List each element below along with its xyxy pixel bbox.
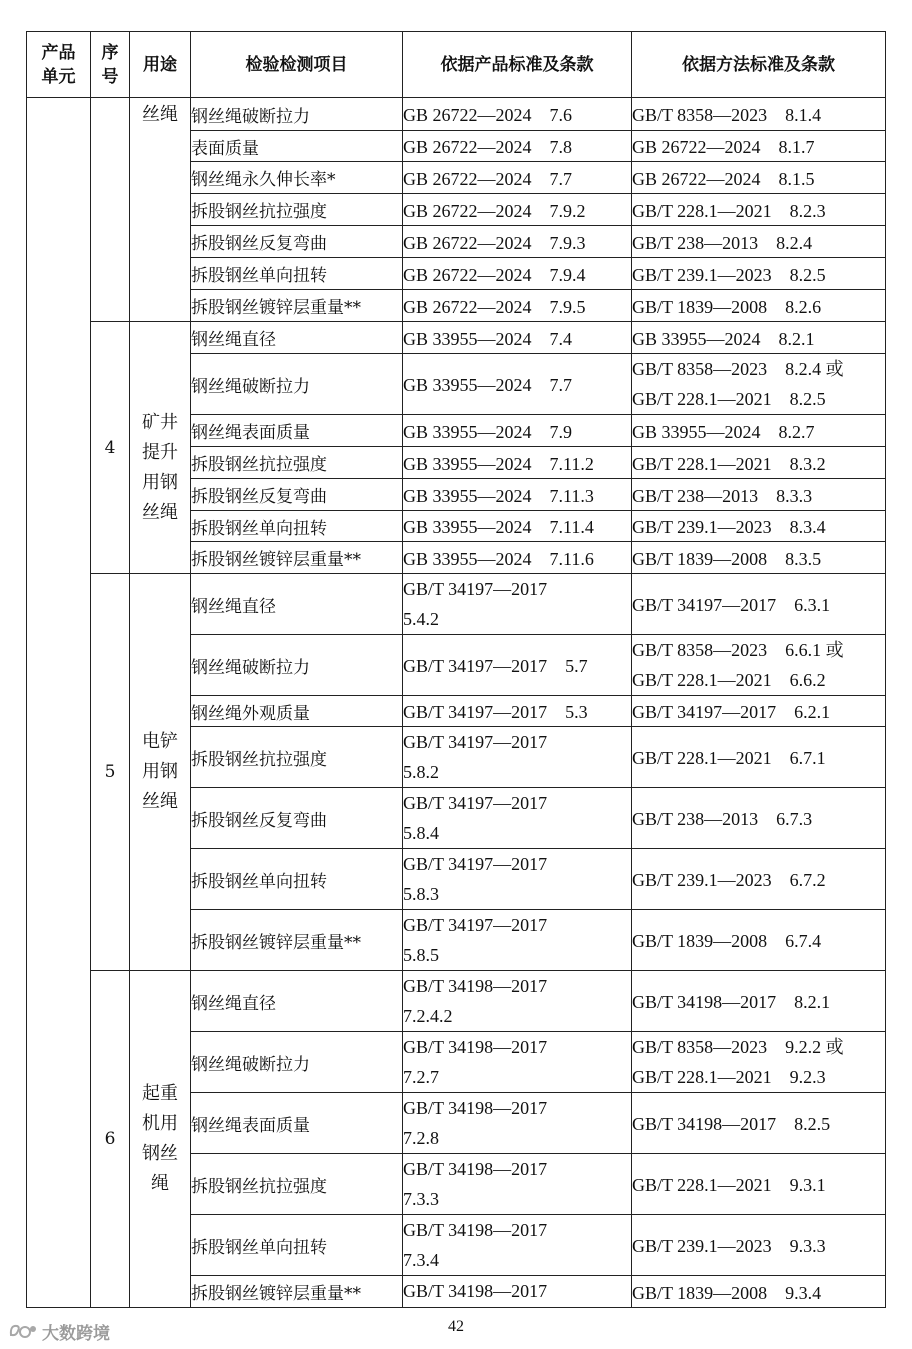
product-standard-cell bbox=[403, 354, 632, 415]
product-standard-line2: 5.4.2 bbox=[403, 609, 439, 629]
method-standard-text: GB/T 34198—2017 8.2.5 bbox=[632, 1114, 831, 1134]
use-text: 矿井提升用钢丝绳 bbox=[142, 411, 178, 523]
header-use: 用途 bbox=[130, 32, 191, 98]
use-text: 丝绳 bbox=[142, 104, 178, 125]
method-standard-text: GB 33955—2024 8.2.7 bbox=[632, 421, 815, 442]
method-standard-cell bbox=[632, 98, 886, 131]
product-standard-text: GB 33955—2024 7.11.4 bbox=[403, 517, 594, 537]
table-row bbox=[27, 971, 886, 1032]
method-standard-cell bbox=[632, 354, 886, 415]
test-item-cell: 拆股钢丝反复弯曲 bbox=[191, 788, 403, 849]
use-text: 电铲用钢丝绳 bbox=[142, 731, 178, 812]
header-method-std: 依据方法标准及条款 bbox=[632, 32, 886, 98]
method-standard-text: GB/T 1839—2008 8.2.6 bbox=[632, 296, 822, 317]
method-standard-cell bbox=[632, 162, 886, 194]
method-standard-cell bbox=[632, 727, 886, 788]
method-standard-cell bbox=[632, 1154, 886, 1215]
product-standard-text: GB 26722—2024 7.9.5 bbox=[403, 296, 586, 317]
seq-cell: 6 bbox=[91, 971, 130, 1308]
test-item-cell: 钢丝绳破断拉力 bbox=[191, 354, 403, 415]
method-standard-cell bbox=[632, 479, 886, 511]
test-item-cell: 拆股钢丝镀锌层重量** bbox=[191, 1276, 403, 1308]
method-standard-cell bbox=[632, 910, 886, 971]
use-cell bbox=[130, 322, 191, 574]
use-cell bbox=[130, 971, 191, 1308]
test-item-cell: 拆股钢丝镀锌层重量** bbox=[191, 542, 403, 574]
header-row bbox=[27, 32, 886, 98]
product-standard-text: GB/T 34197—2017 5.7 bbox=[403, 656, 588, 676]
product-standard-text: GB 33955—2024 7.11.6 bbox=[403, 548, 594, 569]
test-item-cell: 拆股钢丝镀锌层重量** bbox=[191, 290, 403, 322]
method-standard-text: GB/T 1839—2008 9.3.4 bbox=[632, 1282, 822, 1303]
product-standard-text: GB 33955—2024 7.4 bbox=[403, 328, 573, 349]
test-item-cell: 钢丝绳永久伸长率* bbox=[191, 162, 403, 194]
method-standard-text: GB/T 239.1—2023 6.7.2 bbox=[632, 870, 826, 890]
standards-table bbox=[26, 31, 886, 1308]
method-standard-text: GB/T 34197—2017 6.3.1 bbox=[632, 595, 831, 615]
use-cell bbox=[130, 98, 191, 322]
table-row bbox=[27, 98, 886, 131]
method-standard-cell bbox=[632, 1093, 886, 1154]
seq-cell: 4 bbox=[91, 322, 130, 574]
product-standard-cell bbox=[403, 727, 632, 788]
method-standard-cell bbox=[632, 511, 886, 542]
product-standard-cell bbox=[403, 1093, 632, 1154]
product-standard-cell bbox=[403, 1032, 632, 1093]
product-unit-cell bbox=[27, 98, 91, 1308]
test-item-cell: 拆股钢丝抗拉强度 bbox=[191, 447, 403, 479]
method-standard-cell bbox=[632, 415, 886, 447]
product-standard-line2: 7.3.4 bbox=[403, 1250, 439, 1270]
product-standard-line1: GB/T 34198—2017 bbox=[403, 1037, 548, 1057]
product-standard-text: GB 33955—2024 7.9 bbox=[403, 421, 573, 442]
method-standard-text: GB/T 238—2013 8.3.3 bbox=[632, 485, 813, 506]
method-standard-text: GB/T 239.1—2023 8.2.5 bbox=[632, 264, 826, 285]
test-item-cell: 钢丝绳外观质量 bbox=[191, 696, 403, 727]
method-standard-text: GB/T 228.1—2021 6.7.1 bbox=[632, 748, 826, 768]
test-item-cell: 钢丝绳直径 bbox=[191, 971, 403, 1032]
product-standard-cell bbox=[403, 696, 632, 727]
product-standard-text: GB 26722—2024 7.9.3 bbox=[403, 232, 586, 253]
method-standard-text: GB/T 34197—2017 6.2.1 bbox=[632, 702, 831, 722]
product-standard-cell bbox=[403, 194, 632, 226]
method-standard-line2: GB/T 228.1—2021 9.2.3 bbox=[632, 1067, 826, 1087]
product-standard-cell bbox=[403, 788, 632, 849]
product-standard-line1: GB/T 34198—2017 bbox=[403, 1098, 548, 1118]
header-unit: 产品单元 bbox=[27, 32, 91, 98]
product-standard-cell bbox=[403, 162, 632, 194]
use-cell bbox=[130, 574, 191, 971]
method-standard-line2: GB/T 228.1—2021 6.6.2 bbox=[632, 670, 826, 690]
product-standard-text: GB 26722—2024 7.9.4 bbox=[403, 264, 586, 285]
product-standard-line2: 7.2.4.2 bbox=[403, 1006, 453, 1026]
product-standard-line2: 5.8.4 bbox=[403, 823, 439, 843]
product-standard-line2: 7.2.7 bbox=[403, 1067, 439, 1087]
method-standard-text: GB/T 238—2013 8.2.4 bbox=[632, 232, 813, 253]
product-standard-text: GB 33955—2024 7.11.2 bbox=[403, 453, 594, 474]
product-standard-line2: 7.3.3 bbox=[403, 1189, 439, 1209]
method-standard-cell bbox=[632, 542, 886, 574]
test-item-cell: 拆股钢丝抗拉强度 bbox=[191, 194, 403, 226]
test-item-cell: 钢丝绳直径 bbox=[191, 322, 403, 354]
method-standard-text: GB/T 228.1—2021 9.3.1 bbox=[632, 1175, 826, 1195]
method-standard-text: GB/T 34198—2017 8.2.1 bbox=[632, 992, 831, 1012]
watermark-logo-icon bbox=[8, 1321, 38, 1341]
product-standard-line1: GB/T 34198—2017 bbox=[403, 976, 548, 996]
method-standard-text: GB/T 238—2013 6.7.3 bbox=[632, 809, 813, 829]
method-standard-cell bbox=[632, 290, 886, 322]
method-standard-cell bbox=[632, 1032, 886, 1093]
use-text: 起重机用钢丝绳 bbox=[142, 1083, 178, 1194]
product-standard-text: GB 33955—2024 7.11.3 bbox=[403, 485, 594, 506]
product-standard-line1: GB/T 34198—2017 bbox=[403, 1159, 548, 1179]
test-item-cell: 表面质量 bbox=[191, 131, 403, 162]
header-product-std: 依据产品标准及条款 bbox=[403, 32, 632, 98]
product-standard-line1: GB/T 34197—2017 bbox=[403, 915, 548, 935]
product-standard-line1: GB/T 34197—2017 bbox=[403, 793, 548, 813]
method-standard-cell bbox=[632, 788, 886, 849]
method-standard-cell bbox=[632, 322, 886, 354]
method-standard-cell bbox=[632, 1276, 886, 1308]
product-standard-cell bbox=[403, 1154, 632, 1215]
product-standard-line1: GB/T 34198—2017 bbox=[403, 1220, 548, 1240]
test-item-cell: 钢丝绳直径 bbox=[191, 574, 403, 635]
product-standard-cell bbox=[403, 479, 632, 511]
method-standard-text: GB 33955—2024 8.2.1 bbox=[632, 328, 815, 349]
product-standard-cell bbox=[403, 258, 632, 290]
product-standard-line2: 5.8.2 bbox=[403, 762, 439, 782]
product-standard-text: GB/T 34197—2017 5.3 bbox=[403, 702, 588, 722]
test-item-cell: 钢丝绳破断拉力 bbox=[191, 98, 403, 131]
test-item-cell: 拆股钢丝反复弯曲 bbox=[191, 479, 403, 511]
product-standard-text: GB 26722—2024 7.7 bbox=[403, 168, 573, 189]
product-standard-line2: 5.8.3 bbox=[403, 884, 439, 904]
method-standard-cell bbox=[632, 447, 886, 479]
test-item-cell: 钢丝绳表面质量 bbox=[191, 415, 403, 447]
product-standard-cell bbox=[403, 635, 632, 696]
watermark-text: 大数跨境 bbox=[42, 1323, 110, 1344]
product-standard-text: GB 26722—2024 7.9.2 bbox=[403, 200, 586, 221]
method-standard-cell bbox=[632, 194, 886, 226]
method-standard-cell bbox=[632, 635, 886, 696]
test-item-cell: 钢丝绳破断拉力 bbox=[191, 1032, 403, 1093]
header-seq: 序号 bbox=[91, 32, 130, 98]
method-standard-text: GB/T 228.1—2021 8.2.3 bbox=[632, 200, 826, 221]
method-standard-text: GB/T 8358—2023 8.1.4 bbox=[632, 105, 822, 125]
method-standard-cell bbox=[632, 258, 886, 290]
product-standard-cell bbox=[403, 910, 632, 971]
product-standard-text: GB 26722—2024 7.6 bbox=[403, 105, 573, 125]
test-item-cell: 拆股钢丝单向扭转 bbox=[191, 849, 403, 910]
product-standard-cell bbox=[403, 415, 632, 447]
product-standard-text: GB 33955—2024 7.7 bbox=[403, 375, 573, 395]
method-standard-line1: GB/T 8358—2023 6.6.1 或 bbox=[632, 640, 844, 660]
product-standard-line1: GB/T 34197—2017 bbox=[403, 854, 548, 874]
test-item-cell: 拆股钢丝反复弯曲 bbox=[191, 226, 403, 258]
method-standard-text: GB/T 239.1—2023 8.3.4 bbox=[632, 517, 826, 537]
test-item-cell: 拆股钢丝单向扭转 bbox=[191, 511, 403, 542]
test-item-cell: 拆股钢丝抗拉强度 bbox=[191, 1154, 403, 1215]
method-standard-cell bbox=[632, 1215, 886, 1276]
method-standard-cell bbox=[632, 849, 886, 910]
test-item-cell: 钢丝绳表面质量 bbox=[191, 1093, 403, 1154]
product-standard-cell bbox=[403, 849, 632, 910]
product-standard-cell bbox=[403, 290, 632, 322]
product-standard-cell bbox=[403, 1215, 632, 1276]
watermark bbox=[8, 1319, 110, 1343]
seq-cell: 5 bbox=[91, 574, 130, 971]
product-standard-cell bbox=[403, 1276, 632, 1308]
method-standard-text: GB/T 1839—2008 6.7.4 bbox=[632, 931, 822, 951]
method-standard-cell bbox=[632, 226, 886, 258]
test-item-cell: 拆股钢丝镀锌层重量** bbox=[191, 910, 403, 971]
method-standard-line1: GB/T 8358—2023 8.2.4 或 bbox=[632, 359, 844, 379]
test-item-cell: 拆股钢丝抗拉强度 bbox=[191, 727, 403, 788]
method-standard-text: GB/T 239.1—2023 9.3.3 bbox=[632, 1236, 826, 1256]
test-item-cell: 钢丝绳破断拉力 bbox=[191, 635, 403, 696]
seq-cell bbox=[91, 98, 130, 322]
product-standard-line2: 7.2.8 bbox=[403, 1128, 439, 1148]
product-standard-cell bbox=[403, 131, 632, 162]
product-standard-cell bbox=[403, 447, 632, 479]
product-standard-cell bbox=[403, 971, 632, 1032]
product-standard-cell bbox=[403, 574, 632, 635]
header-item: 检验检测项目 bbox=[191, 32, 403, 98]
method-standard-cell bbox=[632, 574, 886, 635]
product-standard-cell bbox=[403, 98, 632, 131]
product-standard-line1: GB/T 34197—2017 bbox=[403, 732, 548, 752]
product-standard-cell bbox=[403, 226, 632, 258]
method-standard-text: GB 26722—2024 8.1.7 bbox=[632, 137, 815, 157]
page-number: 42 bbox=[448, 1318, 464, 1335]
method-standard-line2: GB/T 228.1—2021 8.2.5 bbox=[632, 389, 826, 409]
product-standard-text: GB/T 34198—2017 bbox=[403, 1281, 548, 1301]
test-item-cell: 拆股钢丝单向扭转 bbox=[191, 1215, 403, 1276]
method-standard-text: GB 26722—2024 8.1.5 bbox=[632, 168, 815, 189]
test-item-cell: 拆股钢丝单向扭转 bbox=[191, 258, 403, 290]
method-standard-line1: GB/T 8358—2023 9.2.2 或 bbox=[632, 1037, 844, 1057]
method-standard-cell bbox=[632, 131, 886, 162]
product-standard-text: GB 26722—2024 7.8 bbox=[403, 137, 573, 157]
method-standard-cell bbox=[632, 971, 886, 1032]
product-standard-cell bbox=[403, 511, 632, 542]
method-standard-cell bbox=[632, 696, 886, 727]
table-row bbox=[27, 574, 886, 635]
method-standard-text: GB/T 228.1—2021 8.3.2 bbox=[632, 453, 826, 474]
product-standard-cell bbox=[403, 322, 632, 354]
product-standard-line1: GB/T 34197—2017 bbox=[403, 579, 548, 599]
table-row bbox=[27, 322, 886, 354]
method-standard-text: GB/T 1839—2008 8.3.5 bbox=[632, 548, 822, 569]
product-standard-cell bbox=[403, 542, 632, 574]
product-standard-line2: 5.8.5 bbox=[403, 945, 439, 965]
